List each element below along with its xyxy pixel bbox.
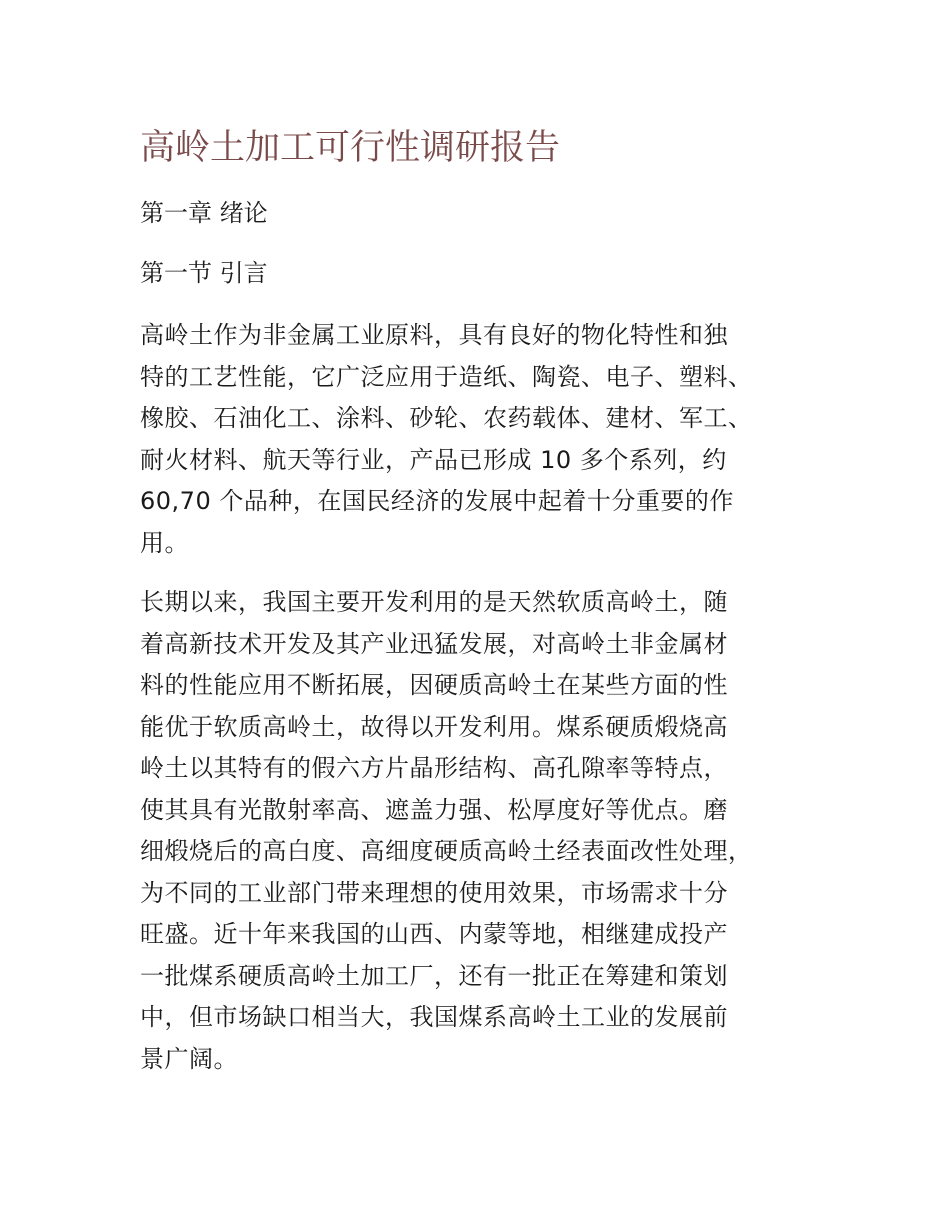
paragraph-line: 料的性能应用不断拓展，因硬质高岭土在某些方面的性	[140, 671, 728, 699]
paragraph-line: 为不同的工业部门带来理想的使用效果，市场需求十分	[140, 878, 728, 907]
paragraph-line: 60,70 个品种，在国民经济的发展中起着十分重要的作	[140, 487, 734, 515]
paragraph-development	[140, 582, 840, 1080]
paragraph-line: 用。	[140, 528, 189, 557]
paragraph-line: 能优于软质高岭土，故得以开发利用。煤系硬质煅烧高	[140, 712, 728, 741]
paragraph-line: 细煅烧后的高白度、高细度硬质高岭土经表面改性处理，	[140, 837, 753, 865]
paragraph-line: 特的工艺性能，它广泛应用于造纸、陶瓷、电子、塑料、	[140, 362, 753, 391]
chapter-heading: 第一章 绪论	[140, 199, 268, 227]
paragraph-line: 旺盛。近十年来我国的山西、内蒙等地，相继建成投产	[140, 920, 728, 948]
paragraph-line: 使其具有光散射率高、遮盖力强、松厚度好等优点。磨	[140, 795, 728, 824]
paragraph-line: 岭土以其特有的假六方片晶形结构、高孔隙率等特点，	[140, 754, 728, 782]
section-heading: 第一节 引言	[140, 259, 268, 287]
paragraph-intro	[140, 315, 840, 564]
document-title: 高岭土加工可行性调研报告	[140, 128, 561, 168]
paragraph-line: 中，但市场缺口相当大，我国煤系高岭土工业的发展前	[140, 1003, 728, 1031]
paragraph-line: 耐火材料、航天等行业，产品已形成 10 多个系列，约	[140, 445, 727, 474]
paragraph-line: 景广阔。	[140, 1044, 238, 1073]
paragraph-line: 橡胶、石油化工、涂料、砂轮、农药载体、建材、军工、	[140, 404, 753, 432]
paragraph-line: 着高新技术开发及其产业迅猛发展，对高岭土非金属材	[140, 629, 728, 658]
paragraph-line: 一批煤系硬质高岭土加工厂，还有一批正在筹建和策划	[140, 961, 728, 990]
paragraph-line: 长期以来，我国主要开发利用的是天然软质高岭土，随	[140, 588, 728, 616]
paragraph-line: 高岭土作为非金属工业原料，具有良好的物化特性和独	[140, 321, 728, 349]
